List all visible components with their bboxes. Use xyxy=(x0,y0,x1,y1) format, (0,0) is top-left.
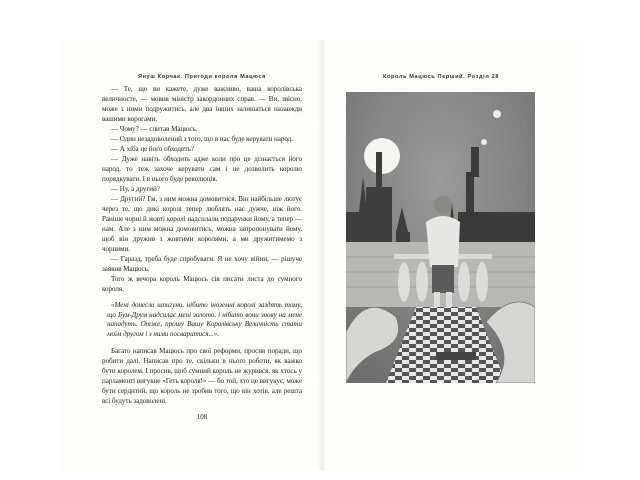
letter-quote xyxy=(107,301,302,339)
lantern xyxy=(481,139,487,145)
left-text-column xyxy=(102,84,302,422)
paragraph: — Ну, а другий? xyxy=(111,185,160,193)
letter-text: «Мені донесли шпигуни, нібито іноземні королі заздять тому, що Бум-Друм надсилає мені золото, і нібито вони знову на мене нападуть. Отже, прошу Вашу Королівську Величність стати моїм другом і з ними посваритися...». xyxy=(107,301,302,338)
paragraph: — Дуже навіть обходить адже коли про це дізнається його народ, то теж захоче керувати сам і не дозволить королю порядкувати. І в нього буде революція. xyxy=(102,155,302,183)
illustration xyxy=(346,92,535,383)
paragraph: — Один незадоволений з того, що в нас буде керувати народ. xyxy=(111,135,293,143)
page-number: 108 xyxy=(196,413,208,422)
right-running-head: Король Мацюсь Перший. Розділ 28 xyxy=(382,74,500,80)
paragraph: Того ж вечора король Мацюсь сів писати листа до сумного короля. xyxy=(102,275,302,293)
lantern xyxy=(493,110,501,118)
main-text xyxy=(102,84,302,294)
books xyxy=(436,352,476,360)
book-spine xyxy=(318,40,326,470)
paragraph: — Гаразд, треба буде спробувати. Я не хочу війни, — рішуче заявив Мацюсь. xyxy=(102,255,302,273)
paragraph: — А хіба це його обходить? xyxy=(111,145,195,153)
paragraph: — Те, що ви кажете, дуже важливо, ваша королівська величносте, — мовив міністр закордонних справ. — Ви, звісно, може з ними подружитись, але два інших залишаться назавжди вашими ворогами. xyxy=(102,85,302,123)
paragraph: — Другий? Гм, з ним можна домовитися. Він найбільше лютує через те, що дикі королі тепер люблять нас дужче, ніж його. Раніше чорні й жовті королі надсилали подарунки йому, а тепер — нам. Але з ним можна домовитись, можна запропонувати йому, щоб він дружив з жовтими королями, а ми дружитимемо з чорними. xyxy=(102,195,302,253)
paragraph: Багато написав Мацюсь про свої реформи, просив поради, що робити далі. Написав про те, скільки в нього роботи, як важко бути королем. І просив, щоб сумний король не журився, як хтось у парламенті вигукне «Геть короля!» — бо той, хто це вигукує, може бути сердитий, що король не зробив того, що він хотів, але решта всі будуть задоволені. xyxy=(102,347,302,406)
final-text xyxy=(102,346,302,406)
left-running-head: Януш Корчак. Пригоди короля Мацюся xyxy=(137,74,267,80)
paragraph: — Чому? — спитав Мацюсь. xyxy=(111,125,198,133)
